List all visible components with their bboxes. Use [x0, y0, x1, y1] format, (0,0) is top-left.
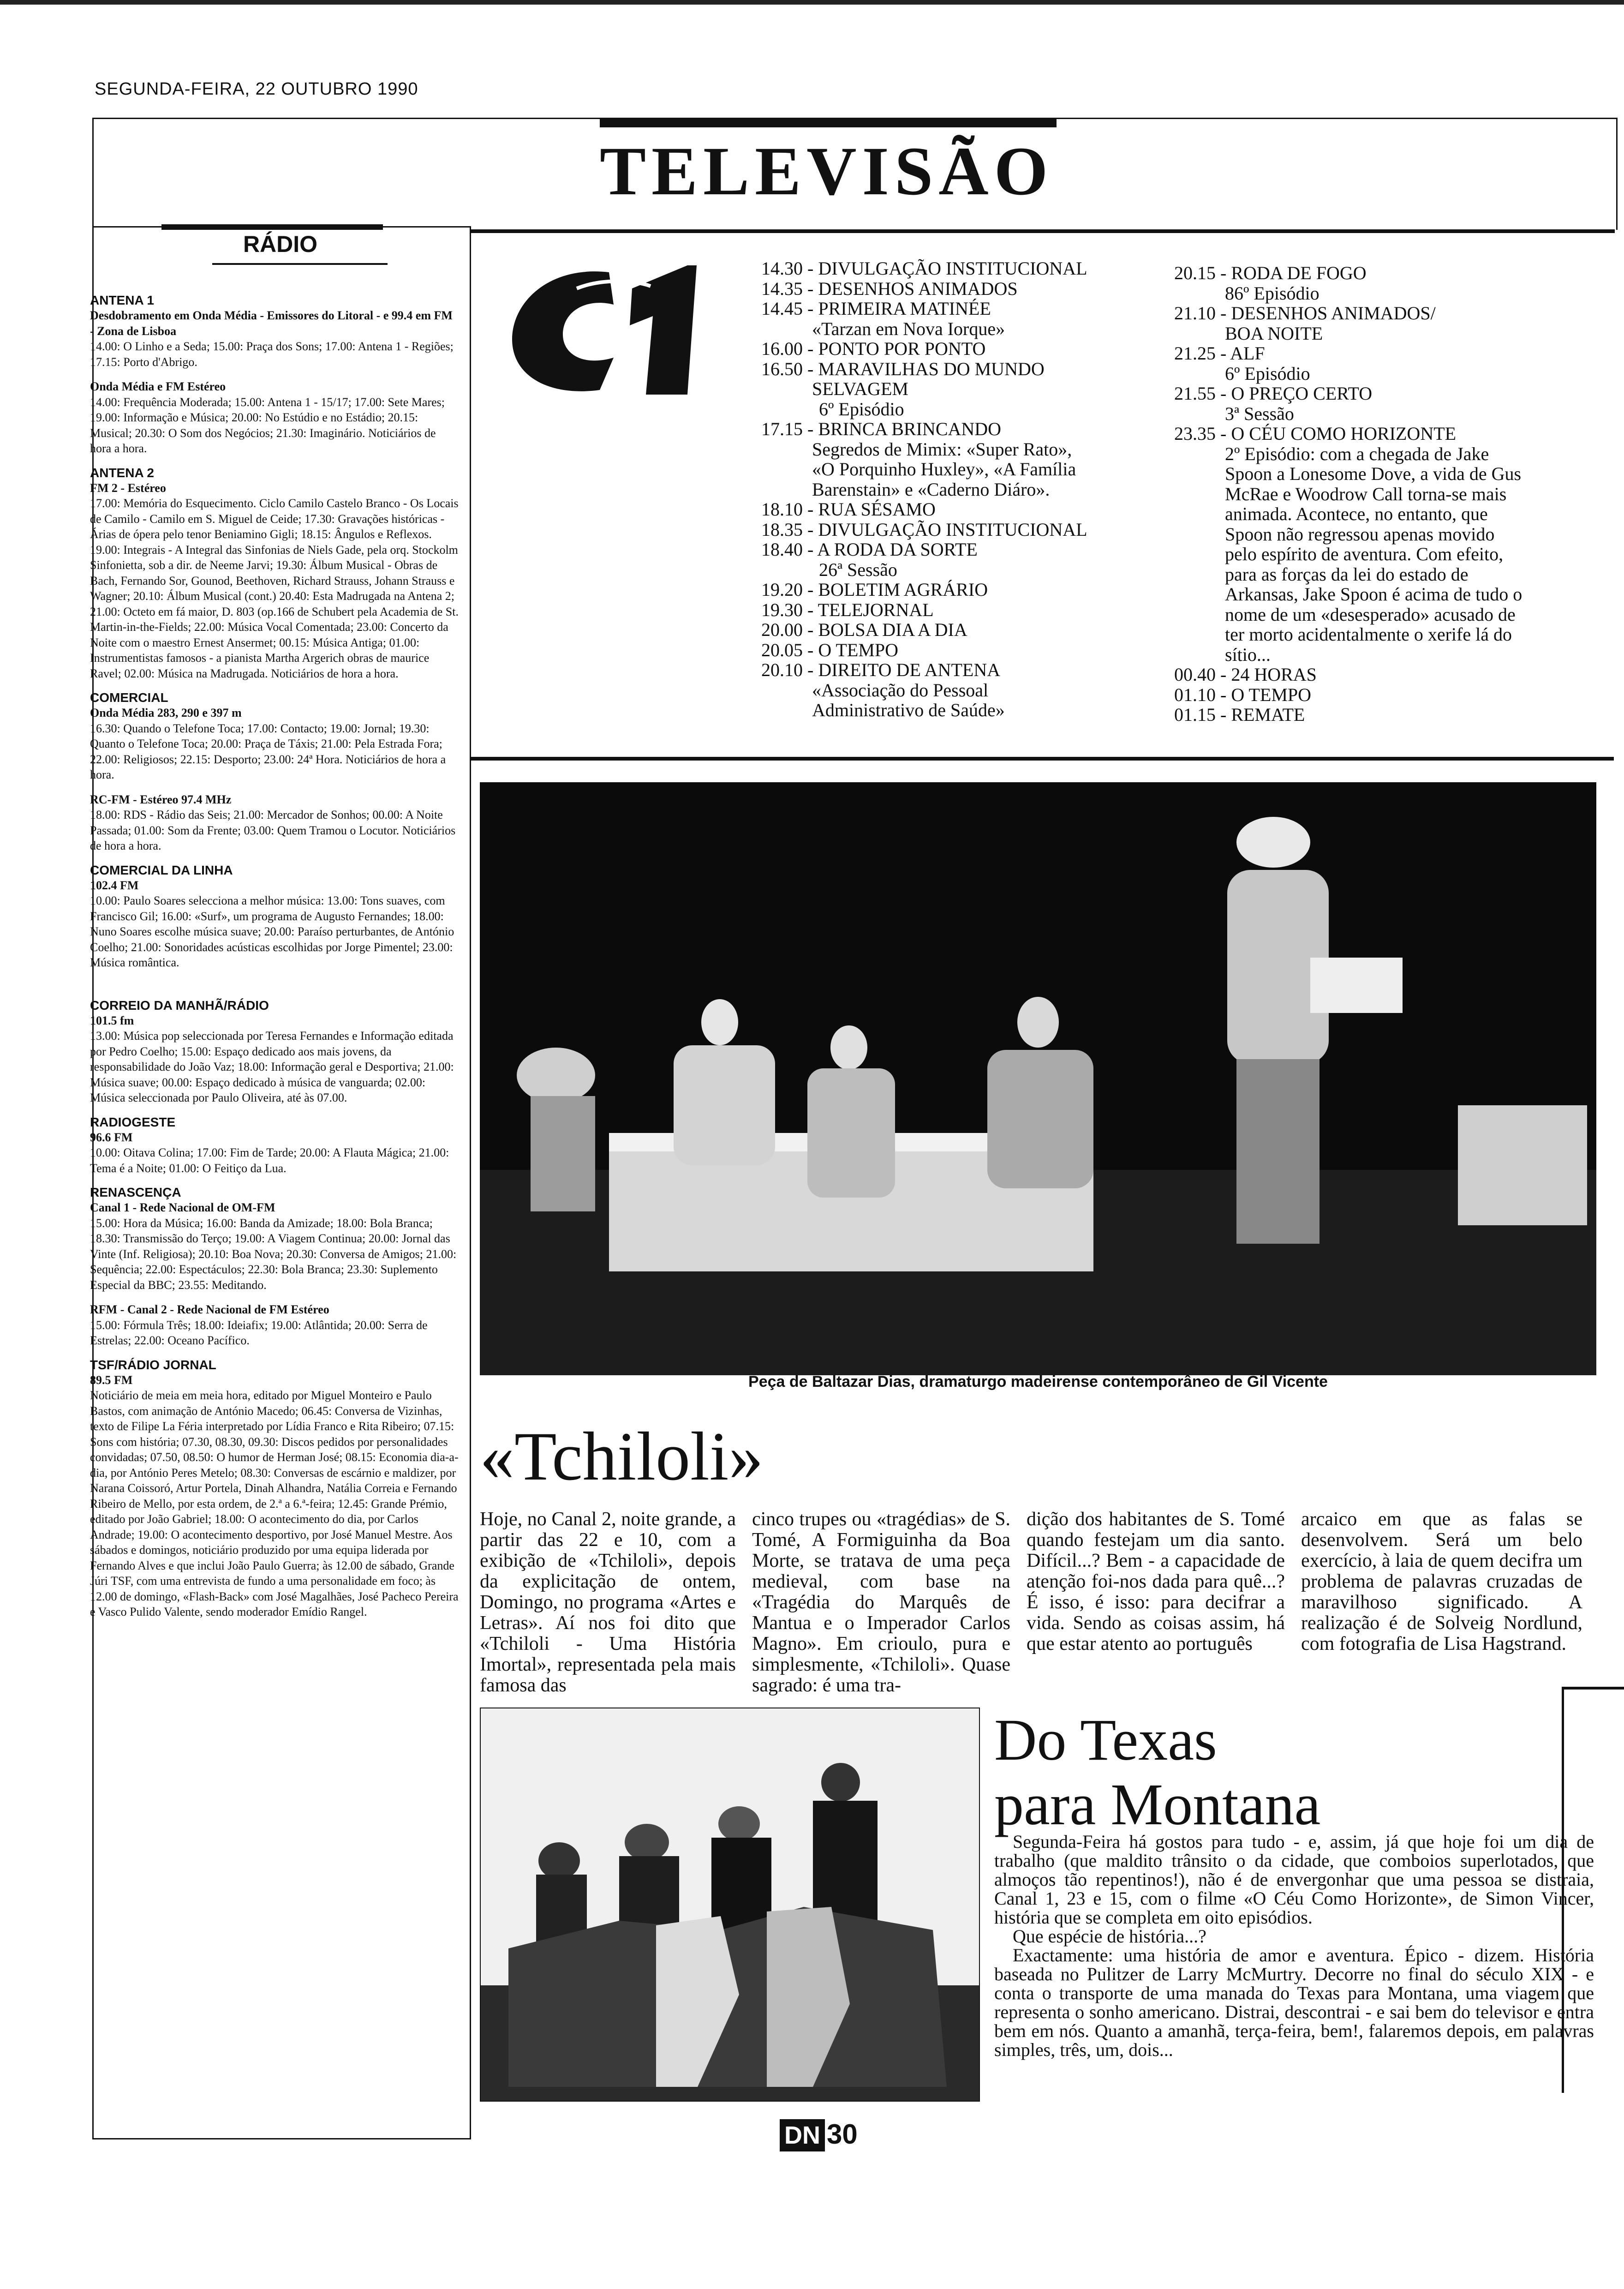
station-schedule: 10.00: Oitava Colina; 17.00: Fim de Tarde; 20.00: A Flauta Mágica; 21.00: Tema é a Noite; 01.00: O Feitiço da Lua.: [90, 1146, 449, 1175]
tv-listing: 14.35 - DESENHOS ANIMADOS: [761, 278, 1018, 299]
tv-listing: 18.35 - DIVULGAÇÃO INSTITUCIONAL: [761, 519, 1087, 540]
column-rule: [470, 231, 471, 761]
masthead-bar: [600, 119, 1057, 127]
tv-listing: 19.20 - BOLETIM AGRÁRIO: [761, 579, 988, 600]
tv-listing-detail: Segredos de Mimix: «Super Rato»,: [812, 438, 1072, 460]
tv-listing: 23.35 - O CÉU COMO HORIZONTE: [1174, 423, 1457, 444]
station-band: 101.5 fm: [90, 1013, 134, 1027]
tv-listing-detail: animada. Acontece, no entanto, que: [1225, 503, 1488, 524]
photo-caption: Peça de Baltazar Dias, dramaturgo madeirense contemporâneo de Gil Vicente: [748, 1373, 1328, 1390]
station-schedule: 17.00: Memória do Esquecimento. Ciclo Camilo Castelo Branco - Os Locais de Camilo - Camilo em S. Miguel de Ceide; 17.30: Gravações históricas - Árias de ópera pelo tenor Beniamino Gigli; 18.15: Ângulos e Reflexos. 19.00: Integrais - A Integral das Sinfonias de Niels Gade, pela orq. Stockolm Sinfonietta, sob a dir. de Neeme Jarvi; 19.30: Álbum Musical - Obras de Bach, Fernando Sor, Gounod, Beethoven, Richard Strauss, Johann Strauss e Wagner; 20.10: Álbum Musical (cont.) 20.40: Esta Madrugada na Antena 2; 21.00: Octeto em fá maior, D. 803 (op.166 de Schubert pela Academia de St. Martin-in-the-Fields; 22.00: Música Vocal Comentada; 23.00: Concerto da Noite com o maestro Ernest Ansermet; 00.15: Música Antiga; 01.00: Instrumentistas famosos - a pianista Martha Argerich obras de maurice Ravel; 02.00: Música na Madrugada. Noticiários de hora a hora.: [90, 497, 459, 680]
station-name: TSF/RÁDIO JORNAL: [90, 1357, 216, 1372]
station-band: RFM - Canal 2 - Rede Nacional de FM Estéreo: [90, 1303, 329, 1316]
tv-listing-detail: «Associação do Pessoal: [812, 679, 989, 701]
dn-logo: DN: [780, 2119, 825, 2151]
station-name: COMERCIAL DA LINHA: [90, 863, 233, 877]
radio-section: [90, 1115, 459, 1176]
radio-section: [90, 690, 459, 783]
header-rule: [471, 229, 1615, 233]
station-name: RADIOGESTE: [90, 1115, 176, 1129]
station-band: 89.5 FM: [90, 1373, 133, 1387]
tv-listing-detail: ter morto acidentalmente o xerife lá do: [1225, 624, 1512, 645]
station-name: ANTENA 2: [90, 465, 154, 480]
tv-listing: 20.15 - RODA DE FOGO: [1174, 263, 1367, 283]
tv-listing-detail: Spoon a Lonesome Dove, a vida de Gus: [1225, 463, 1522, 484]
station-schedule: 15.00: Fórmula Três; 18.00: Ideiafix; 19.00: Atlântida; 20.00: Serra de Estrelas; 22.00: Oceano Pacífico.: [90, 1318, 428, 1347]
station-band: RC-FM - Estéreo 97.4 MHz: [90, 792, 232, 806]
station-schedule: 16.30: Quando o Telefone Toca; 17.00: Contacto; 19.00: Jornal; 19.30: Quanto o Telefone Toca; 20.00: Praça de Táxis; 21.00: Pela Estrada Fora; 22.00: Religiosos; 22.15: Desporto; 23.00: 24ª Hora. Noticiários de hora a hora.: [90, 721, 446, 781]
station-band: FM 2 - Estéreo: [90, 481, 166, 495]
tv-listing: 16.00 - PONTO POR PONTO: [761, 338, 986, 359]
article-column: Hoje, no Canal 2, noite grande, a partir das 22 e 10, com a exibição de «Tchiloli», depois da explicitação de ontem, Domingo, no programa «Artes e Letras». Aí nos foi dito que «Tchiloli - Uma História Imortal», representada pela mais famosa das: [480, 1509, 736, 1696]
station-schedule: 18.00: RDS - Rádio das Seis; 21.00: Mercador de Sonhos; 00.00: A Noite Passada; 01.00: Som da Frente; 03.00: Quem Tramou o Locutor. Noticiários de hora a hora.: [90, 808, 456, 852]
tv-listing-detail: nome de um «desesperado» acusado de: [1225, 604, 1516, 625]
station-schedule: 10.00: Paulo Soares selecciona a melhor música: 13.00: Tons suaves, com Francisco Gil; 16.00: «Surf», um programa de Augusto Fernandes; 18.00: Nuno Soares escolhe música suave; 20.00: Paraíso perturbantes, de António Coelho; 21.00: Sonoridades acústicas escolhidas por Jorge Pimentel; 23.00: Música romântica.: [90, 894, 454, 969]
station-name: RENASCENÇA: [90, 1185, 181, 1199]
article2-paragraph: Segunda-Feira há gostos para tudo - e, assim, já que hoje foi um dia de trabalho (que maldito trânsito o da cidade, que comboios superlotados, que almoços tão repentinos!), não é de envergonhar que uma pessoa se distraia, Canal 1, 23 e 15, com o filme «O Céu Como Horizonte», de Simon Vincer, história que se completa em oito episódios.: [994, 1831, 1594, 1928]
section-masthead: TELEVISÃO: [600, 133, 1054, 210]
radio-listings: [90, 293, 459, 1629]
tv-listing-detail: Arkansas, Jake Spoon é acima de tudo o: [1225, 584, 1522, 605]
tv-bottom-rule: [470, 757, 1614, 761]
tv-listing-detail: sítio...: [1225, 644, 1271, 665]
radio-section: [90, 1358, 459, 1620]
article-column: arcaico em que as falas se desenvolvem. Será um belo exercício, à laia de quem decifra um problema de palavras cruzadas de maravilhoso significado. A realização é de Solveig Nordlund, com fotografia de Lisa Hagstrand.: [1301, 1509, 1582, 1654]
tv-listing: 00.40 - 24 HORAS: [1174, 664, 1317, 685]
cowboys-photo: [480, 1708, 980, 2102]
page-date: SEGUNDA-FEIRA, 22 OUTUBRO 1990: [95, 79, 418, 99]
article2-paragraph: Que espécie de história...?: [1013, 1926, 1206, 1947]
station-band: Onda Média 283, 290 e 397 m: [90, 706, 242, 719]
top-rule: [0, 0, 1624, 5]
article-headline: «Tchiloli»: [480, 1418, 764, 1495]
radio-title-rule: [212, 263, 388, 265]
station-name: CORREIO DA MANHÃ/RÁDIO: [90, 998, 269, 1013]
radio-title: RÁDIO: [243, 231, 318, 257]
article2-headline: [994, 1708, 1456, 1837]
channel-1-logo: [494, 255, 734, 399]
tv-listing: 21.10 - DESENHOS ANIMADOS/: [1174, 303, 1436, 324]
tv-listing: 20.00 - BOLSA DIA A DIA: [761, 619, 967, 640]
tv-listing-detail: 86º Episódio: [1225, 282, 1320, 304]
tv-listing-detail: McRae e Woodrow Call torna-se mais: [1225, 483, 1507, 504]
station-band: 102.4 FM: [90, 878, 139, 892]
tv-listing-detail: 6º Episódio: [1225, 363, 1310, 384]
station-schedule: 13.00: Música pop seleccionada por Teresa Fernandes e Informação editada por Pedro Coelho; 15.00: Espaço dedicado aos mais jovens, da responsabilidade do João Vaz; 18.00: Informação geral e Desportiva; 21.00: Música suave; 00.00: Espaço dedicado à música de vanguarda; 02.00: Música seleccionada por Paulo Oliveira, até às 07.00.: [90, 1029, 454, 1104]
tv-listing-detail: Barenstain» e «Caderno Diáro».: [812, 479, 1050, 500]
article2-body: [994, 1832, 1594, 2059]
station-schedule: 14.00: O Linho e a Seda; 15.00: Praça dos Sons; 17.00: Antena 1 - Regiões; 17.15: Porto d'Abrigo.: [90, 340, 454, 369]
station-band: Desdobramento em Onda Média - Emissores do Litoral - e 99.4 em FM - Zona de Lisboa: [90, 309, 453, 338]
radio-section: [90, 1185, 459, 1293]
article2-paragraph: Exactamente: uma história de amor e aventura. Épico - dizem. História baseada no Pulitzer de Larry McMurtry. Decorre no final do século XIX - e conta o transporte de uma manada do Texas para Montana, uma viagem que representa o sonho americano. Distrai, descontrai - e sai bem do televisor e entra bem em nós. Quanto a amanhã, terça-feira, bem!, falaremos depois, em palavras simples, três, um, dois...: [994, 1945, 1594, 2060]
tv-listing: 19.30 - TELEJORNAL: [761, 599, 934, 620]
tv-listing: 16.50 - MARAVILHAS DO MUNDO: [761, 358, 1045, 379]
tv-listing: 01.10 - O TEMPO: [1174, 684, 1312, 705]
page-number: 30: [827, 2119, 858, 2150]
station-name: ANTENA 1: [90, 293, 154, 307]
station-name: COMERCIAL: [90, 690, 168, 705]
radio-section: [90, 466, 459, 682]
tv-listing-detail: SELVAGEM: [812, 378, 908, 399]
logo-label: C1: [494, 255, 502, 263]
tv-listing: 14.30 - DIVULGAÇÃO INSTITUCIONAL: [761, 258, 1087, 279]
tv-listing: 14.45 - PRIMEIRA MATINÉE: [761, 298, 991, 319]
radio-section: [90, 379, 459, 456]
tv-listing-detail: «O Porquinho Huxley», «A Família: [812, 459, 1076, 479]
station-band: Onda Média e FM Estéreo: [90, 380, 226, 393]
station-schedule: 15.00: Hora da Música; 16.00: Banda da Amizade; 18.00: Bola Branca; 18.30: Transmissão do Terço; 19.00: A Viagem Continua; 20.00: Jornal das Vinte (Inf. Religiosa); 20.10: Boa Nova; 20.30: Conversa de Amigos; 21.00: Sequência; 22.00: Espectáculos; 22.30: Bola Branca; 23.30: Suplemento Especial da BBC; 23.55: Meditando.: [90, 1216, 457, 1292]
station-schedule: Noticiário de meia em meia hora, editado por Miguel Monteiro e Paulo Bastos, com animação de António Macedo; 06.45: Conversa de Vizinhas, texto de Filipe La Féria interpretado por Lídia Franco e Rita Ribeiro; 07.15: Sons com história; 07.30, 08.30, 09.30: Discos pedidos por personalidades convidadas; 07.50, 08.50: O humor de Herman José; 08.15: Economia dia-a-dia, por António Peres Metelo; 08.30: Conversas de escárnio e maldizer, por Narana Coissoró, Artur Portela, Dinah Alhandra, Natália Correia e Fernando Ribeiro de Mello, por esta ordem, de 2.ª a 6.ª-feira; 12.45: Grande Prémio, editado por João Gabriel; 18.00: O acontecimento do dia, por Carlos Andrade; 19.00: O acontecimento desportivo, por José Manuel Mestre. Aos sábados e domingos, noticiário produzido por uma equipa liderada por Fernando Alves e que inclui João Paulo Guerra; às 12.00 de sábado, Grande Júri TSF, com uma entrevista de fundo a uma personalidade em foco; às 12.00 de domingo, «Flash-Back» com José Magalhães, José Pacheco Pereira e Vasco Pulido Valente, sendo moderador Emídio Rangel.: [90, 1389, 459, 1618]
tv-listing-detail: 26ª Sessão: [819, 559, 897, 580]
tv-listing-detail: 6º Episódio: [819, 398, 904, 419]
tv-listing: 01.15 - REMATE: [1174, 704, 1305, 725]
tv-listing-detail: pelo espírito de aventura. Com efeito,: [1225, 544, 1504, 564]
station-band: 96.6 FM: [90, 1130, 133, 1144]
station-schedule: 14.00: Frequência Moderada; 15.00: Antena 1 - 15/17; 17.00: Sete Mares; 19.00: Informação e Música; 20.00: No Estúdio e no Estádio; 20.15: Musical; 20.30: O Som dos Negócios; 21.30: Imaginário. Noticiários de hora a hora.: [90, 395, 445, 455]
tchiloli-stage-photo: [480, 782, 1596, 1375]
radio-section: [90, 792, 459, 854]
tv-listing: 17.15 - BRINCA BRINCANDO: [761, 419, 1002, 439]
radio-section: [90, 1302, 459, 1348]
article2-headline-line1: Do Texas: [994, 1707, 1217, 1773]
tv-listing: 20.10 - DIREITO DE ANTENA: [761, 659, 1001, 680]
tv-listing-detail: «Tarzan em Nova Iorque»: [812, 318, 1005, 339]
radio-title-bar: [161, 224, 383, 230]
tv-listing: 21.25 - ALF: [1174, 343, 1265, 364]
article-column: cinco trupes ou «tragédias» de S. Tomé, A Formiguinha da Boa Morte, se tratava de uma peça medieval, com base na «Tragédia do Marquês de Mantua e o Imperador Carlos Magno». Em crioulo, pura e simplesmente, «Tchiloli». Quase sagrado: é uma tra-: [752, 1509, 1010, 1696]
tv-listing-detail: Administrativo de Saúde»: [812, 700, 1005, 720]
tv-listing-detail: para as forças da lei do estado de: [1225, 563, 1469, 585]
page-footer: [780, 2118, 918, 2160]
tv-schedule-col2: [1174, 263, 1589, 725]
radio-section: [90, 293, 459, 370]
tv-listing: 20.05 - O TEMPO: [761, 639, 899, 660]
tv-listing: 18.40 - A RODA DA SORTE: [761, 539, 978, 560]
article2-headline-line2: para Montana: [994, 1772, 1321, 1837]
tv-schedule-col1: [761, 258, 1140, 720]
station-band: Canal 1 - Rede Nacional de OM-FM: [90, 1201, 275, 1214]
tv-listing: 18.10 - RUA SÉSAMO: [761, 499, 936, 520]
article-column: dição dos habitantes de S. Tomé quando festejam um dia santo. Difícil...? Bem - a capacidade de atenção foi-nos dada para quê...? É isso, é isso: para decifrar a vida. Sendo as coisas assim, há que estar atento ao português: [1027, 1509, 1285, 1654]
tv-listing-detail: 2º Episódio: com a chegada de Jake: [1225, 443, 1489, 464]
radio-section: [90, 998, 459, 1106]
box-corner-rule: [1562, 1687, 1624, 1690]
radio-section: [90, 863, 459, 971]
tv-listing: 21.55 - O PREÇO CERTO: [1174, 383, 1373, 404]
tv-listing-detail: Spoon não regressou apenas movido: [1225, 523, 1495, 545]
tv-listing-detail: BOA NOITE: [1225, 323, 1323, 344]
tv-listing-detail: 3ª Sessão: [1225, 403, 1294, 424]
